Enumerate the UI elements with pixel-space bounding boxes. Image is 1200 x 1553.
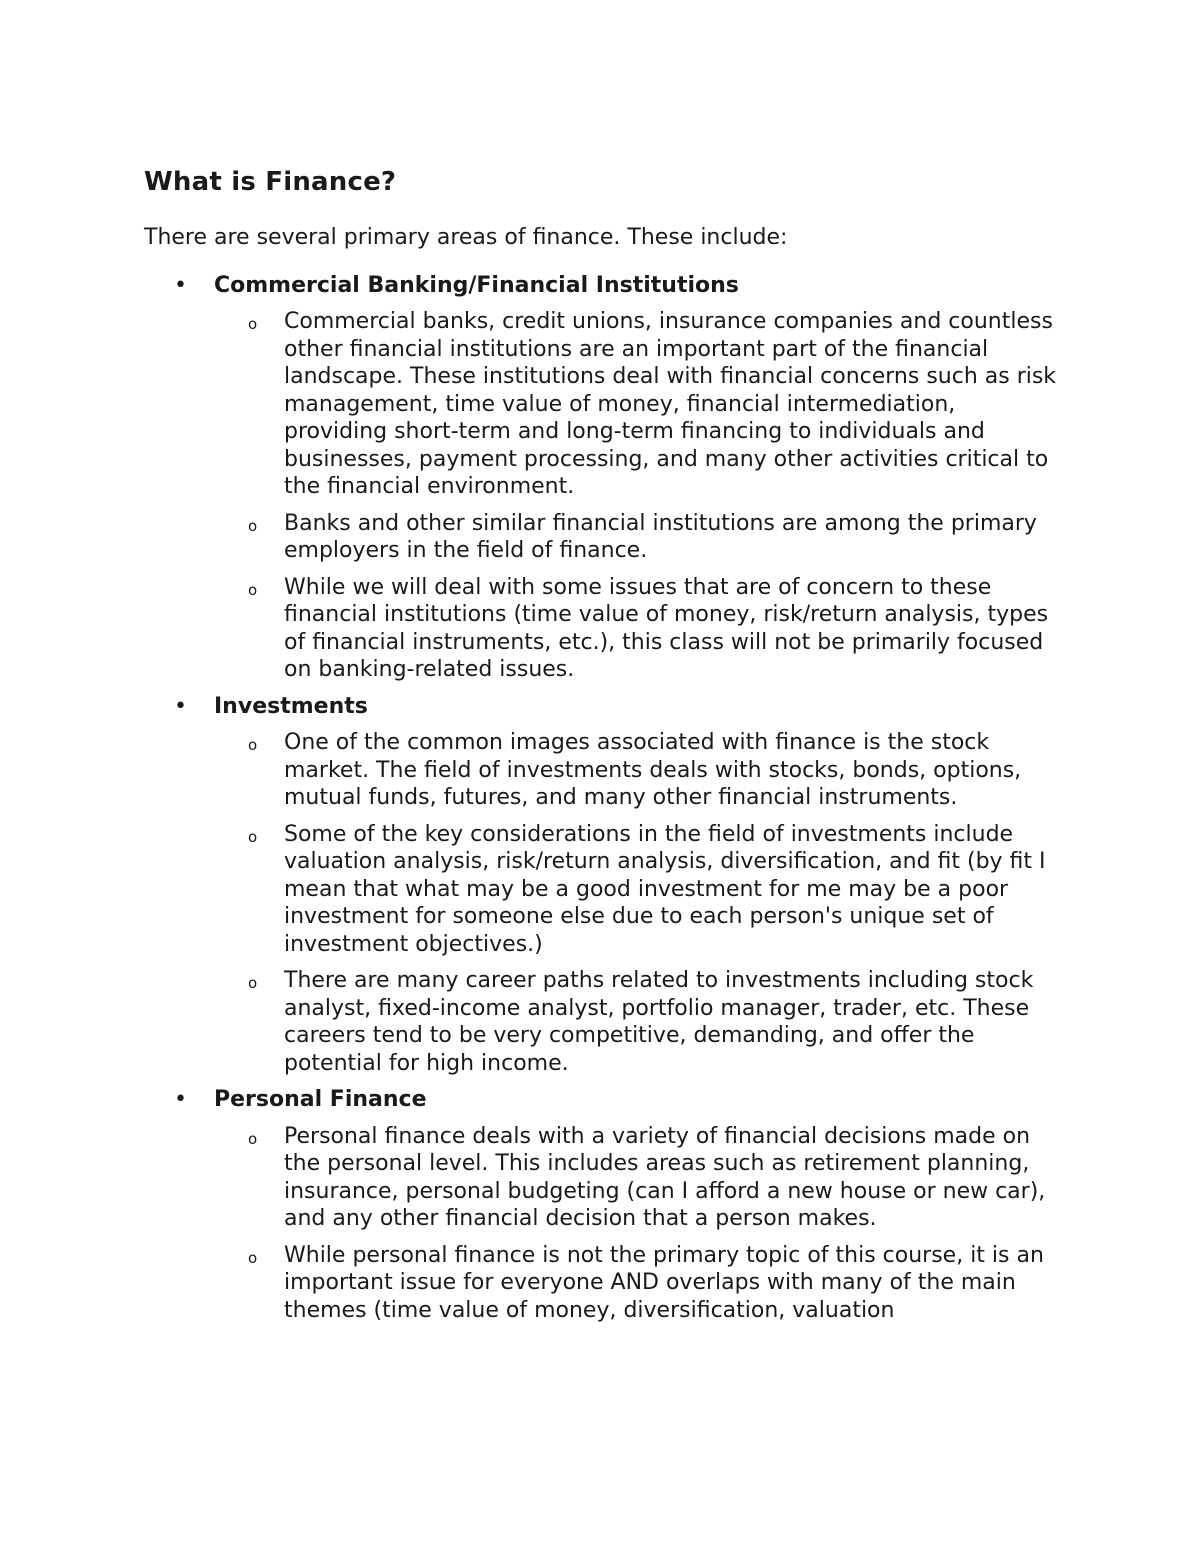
section-title: Personal Finance: [214, 1087, 427, 1112]
bullet-circle-icon: o: [248, 827, 258, 846]
list-item: [214, 308, 1064, 501]
list-item-text: While personal finance is not the primary topic of this course, it is an important issue for everyone AND overlaps with many of the main themes (time value of money, diversification, valuation: [284, 1242, 1044, 1323]
bullet-circle-icon: o: [248, 580, 258, 599]
bullet-circle-icon: o: [248, 315, 258, 333]
bullet-dot-icon: •: [174, 1087, 187, 1112]
section-title: Commercial Banking/Financial Institutions: [214, 272, 739, 298]
document-title: What is Finance?: [144, 167, 397, 197]
bullet-circle-icon: o: [248, 516, 258, 535]
list-item: [214, 1123, 1064, 1233]
list-item-text: Commercial banks, credit unions, insurance companies and countless other financial institutions are an important part of the financial landscape. These institutions deal with financial concerns such as risk management, time value of money, financial intermediation, providing short-term and long-term financing to individuals and businesses, payment processing, and many other activities critical to the financial environment.: [284, 309, 1057, 499]
list-item: [214, 967, 1064, 1077]
bullet-circle-icon: o: [248, 1248, 258, 1267]
section-personal-finance: [144, 1086, 1064, 1324]
section-commercial-banking: [144, 272, 1064, 684]
list-item: [214, 574, 1064, 684]
sub-list: [214, 308, 1064, 684]
list-item: [214, 1242, 1064, 1325]
sub-list: [214, 729, 1064, 1077]
list-item-text: There are many career paths related to investments including stock analyst, fixed-income analyst, portfolio manager, trader, etc. These careers tend to be very competitive, demanding, and offer the potential for high income.: [284, 968, 1034, 1076]
bullet-circle-icon: o: [248, 736, 258, 754]
finance-areas-list: [144, 272, 1064, 1325]
list-item: [214, 729, 1064, 812]
list-item-text: Personal finance deals with a variety of financial decisions made on the personal level. This includes areas such as retirement planning, insurance, personal budgeting (can I afford a new house or new car), and any other financial decision that a person makes.: [284, 1123, 1046, 1231]
bullet-circle-icon: o: [248, 974, 258, 992]
list-item-text: Banks and other similar financial institutions are among the primary employers in the field of finance.: [284, 510, 1037, 563]
document-page: [144, 160, 1064, 1333]
list-item: [214, 510, 1064, 565]
list-item-text: One of the common images associated with finance is the stock market. The field of investments deals with stocks, bonds, options, mutual funds, futures, and many other financial instruments.: [284, 730, 1022, 810]
section-investments: [144, 693, 1064, 1078]
bullet-circle-icon: o: [248, 1129, 258, 1148]
bullet-dot-icon: •: [174, 272, 187, 298]
list-item: [214, 821, 1064, 959]
bullet-dot-icon: •: [174, 693, 187, 719]
section-title: Investments: [214, 693, 368, 719]
intro-paragraph: There are several primary areas of finance. These include:: [144, 225, 788, 250]
sub-list: [214, 1123, 1064, 1325]
list-item-text: Some of the key considerations in the field of investments include valuation analysis, risk/return analysis, diversification, and fit (by fit I mean that what may be a good investment for me may be a poor investment for someone else due to each person's unique set of investment objectives.): [284, 821, 1046, 957]
list-item-text: While we will deal with some issues that are of concern to these financial institutions (time value of money, risk/return analysis, types of financial instruments, etc.), this class will not be primarily focused on banking-related issues.: [284, 574, 1049, 682]
